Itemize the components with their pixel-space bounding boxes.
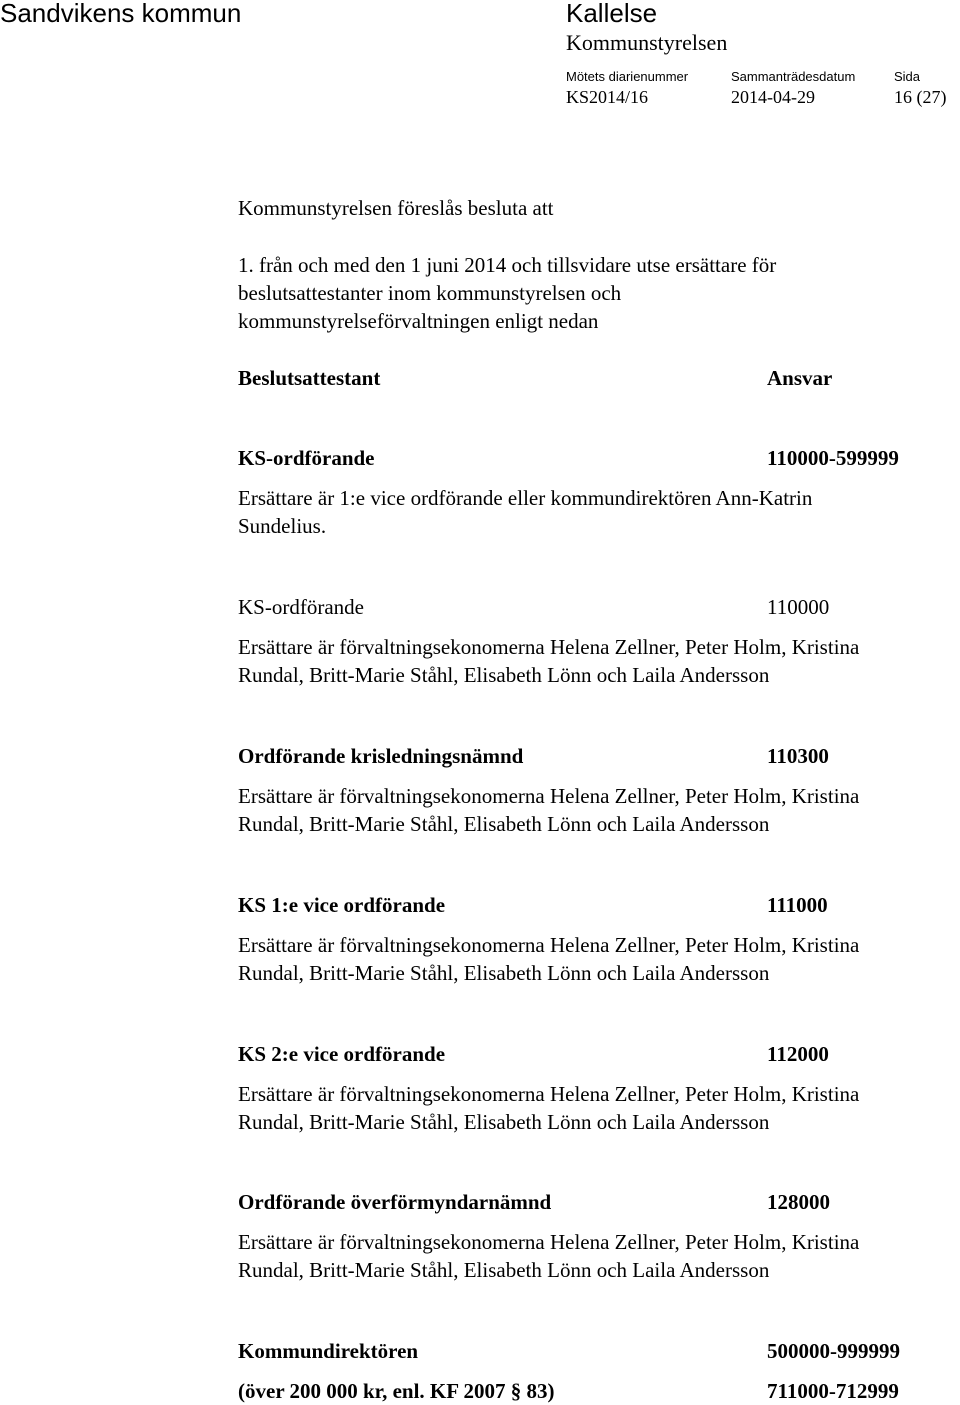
- entry-substitute-line-1: Ersättare är förvaltningsekonomerna Helena Zellner, Peter Holm, Kristina: [238, 635, 860, 659]
- entry-substitute-line-1: Ersättare är förvaltningsekonomerna Helena Zellner, Peter Holm, Kristina: [238, 1082, 860, 1106]
- entry-code: 112000: [767, 1042, 829, 1066]
- entry-substitute-line-2: Rundal, Britt-Marie Ståhl, Elisabeth Lönn och Laila Andersson: [238, 1110, 770, 1134]
- entry-role: KS-ordförande: [238, 595, 364, 619]
- page-number: 16 (27): [894, 87, 947, 107]
- organization-name: Sandvikens kommun: [0, 0, 242, 28]
- entry-substitute-line-2: Rundal, Britt-Marie Ståhl, Elisabeth Lönn och Laila Andersson: [238, 663, 770, 687]
- committee-name: Kommunstyrelsen: [566, 30, 728, 55]
- final-note: (över 200 000 kr, enl. KF 2007 § 83): [238, 1379, 555, 1403]
- entry-substitute-line-1: Ersättare är 1:e vice ordförande eller kommundirektören Ann-Katrin: [238, 486, 813, 510]
- entry-role: Ordförande krisledningsnämnd: [238, 744, 524, 768]
- header-ansvar: Ansvar: [767, 366, 833, 390]
- entry-role: KS 2:e vice ordförande: [238, 1042, 446, 1066]
- meeting-date: 2014-04-29: [731, 87, 815, 107]
- page-label: Sida: [894, 69, 921, 84]
- point-1-line-3: kommunstyrelseförvaltningen enligt nedan: [238, 309, 599, 333]
- entry-role: Ordförande överförmyndarnämnd: [238, 1190, 552, 1214]
- entry-code: 128000: [767, 1190, 830, 1214]
- entry-code: 110000-599999: [767, 446, 899, 470]
- entry-substitute-line-1: Ersättare är förvaltningsekonomerna Helena Zellner, Peter Holm, Kristina: [238, 784, 860, 808]
- header-attestant: Beslutsattestant: [238, 366, 381, 390]
- document-type: Kallelse: [566, 0, 658, 28]
- entry-code: 111000: [767, 893, 828, 917]
- entry-substitute-line-2: Sundelius.: [238, 514, 327, 538]
- final-code-2: 711000-712999: [767, 1379, 899, 1403]
- entry-substitute-line-2: Rundal, Britt-Marie Ståhl, Elisabeth Lönn och Laila Andersson: [238, 812, 770, 836]
- diary-number-label: Mötets diarienummer: [566, 69, 689, 84]
- final-code-1: 500000-999999: [767, 1339, 900, 1363]
- entry-code: 110300: [767, 744, 829, 768]
- entry-substitute-line-1: Ersättare är förvaltningsekonomerna Helena Zellner, Peter Holm, Kristina: [238, 933, 860, 957]
- entry-substitute-line-2: Rundal, Britt-Marie Ståhl, Elisabeth Lönn och Laila Andersson: [238, 961, 770, 985]
- point-1-line-2: beslutsattestanter inom kommunstyrelsen och: [238, 281, 622, 305]
- entry-code: 110000: [767, 595, 830, 619]
- point-1-line-1: 1. från och med den 1 juni 2014 och tillsvidare utse ersättare för: [238, 253, 777, 277]
- entry-substitute-line-1: Ersättare är förvaltningsekonomerna Helena Zellner, Peter Holm, Kristina: [238, 1230, 860, 1254]
- diary-number: KS2014/16: [566, 87, 649, 107]
- intro-text: Kommunstyrelsen föreslås besluta att: [238, 196, 554, 220]
- entry-role: KS 1:e vice ordförande: [238, 893, 446, 917]
- entry-substitute-line-2: Rundal, Britt-Marie Ståhl, Elisabeth Lönn och Laila Andersson: [238, 1258, 770, 1282]
- final-role: Kommundirektören: [238, 1339, 419, 1363]
- entry-role: KS-ordförande: [238, 446, 375, 470]
- meeting-date-label: Sammanträdesdatum: [731, 69, 856, 84]
